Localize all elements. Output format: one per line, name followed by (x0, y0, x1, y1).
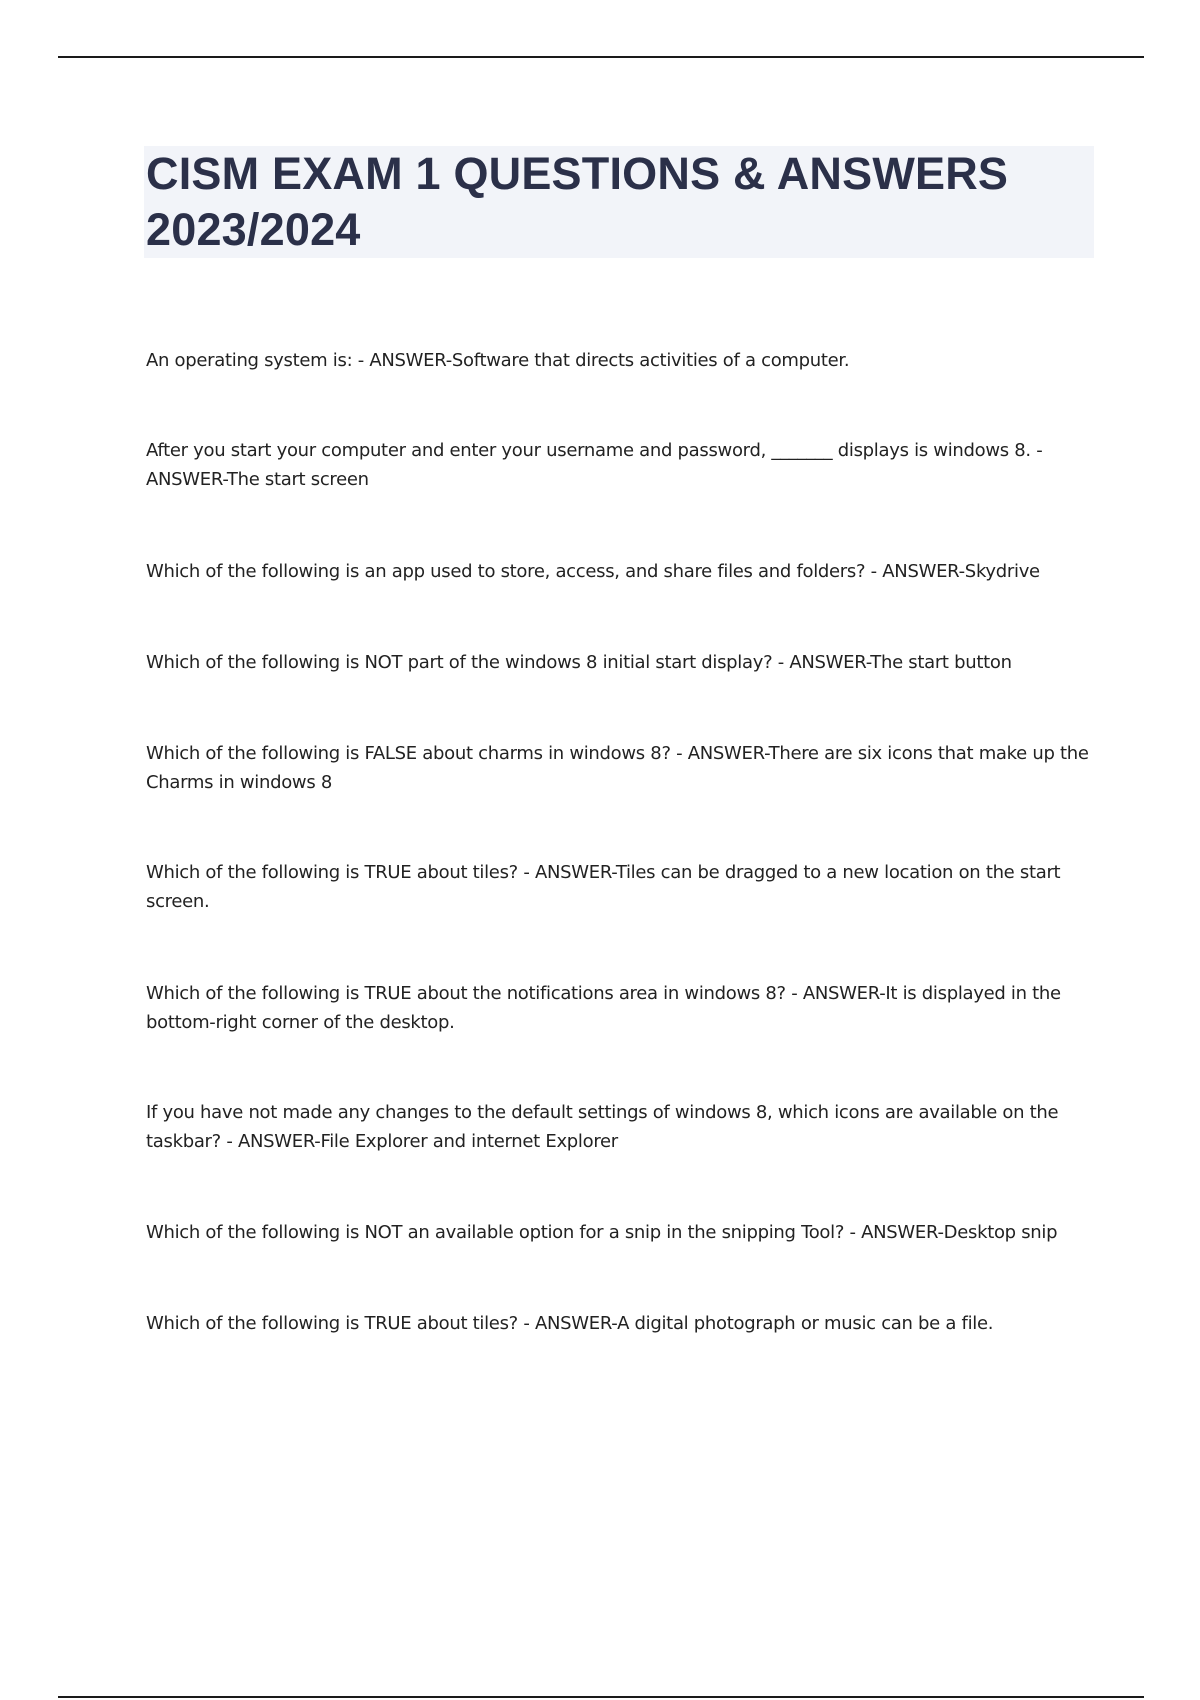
header-rule (58, 56, 1144, 58)
qa-item-9: Which of the following is NOT an available option for a snip in the snipping Tool? - ANSWER-Desktop snip (146, 1222, 1058, 1243)
qa-item-6: Which of the following is TRUE about tiles? - ANSWER-Tiles can be dragged to a new location on the start screen. (146, 862, 1061, 912)
title-block (144, 146, 1094, 258)
qa-item-1: An operating system is: - ANSWER-Software that directs activities of a computer. (146, 350, 850, 371)
qa-item-4: Which of the following is NOT part of the windows 8 initial start display? - ANSWER-The start button (146, 652, 1012, 673)
qa-item-3: Which of the following is an app used to store, access, and share files and folders? - ANSWER-Skydrive (146, 561, 1040, 582)
qa-item-5: Which of the following is FALSE about charms in windows 8? - ANSWER-There are six icons that make up the Charms in windows 8 (146, 743, 1089, 793)
document-title (144, 146, 1094, 258)
qa-item-8: If you have not made any changes to the default settings of windows 8, which icons are available on the taskbar? - ANSWER-File Explorer and internet Explorer (146, 1102, 1059, 1152)
footer-rule (58, 1696, 1144, 1698)
qa-item-7: Which of the following is TRUE about the notifications area in windows 8? - ANSWER-It is displayed in the bottom-right corner of the desktop. (146, 983, 1061, 1033)
title-line-1: CISM EXAM 1 QUESTIONS & ANSWERS (146, 148, 1009, 199)
qa-item-2: After you start your computer and enter your username and password, _______ displays is windows 8. - ANSWER-The start screen (146, 440, 1043, 490)
title-line-2: 2023/2024 (146, 204, 361, 255)
qa-item-10: Which of the following is TRUE about tiles? - ANSWER-A digital photograph or music can be a file. (146, 1313, 994, 1334)
